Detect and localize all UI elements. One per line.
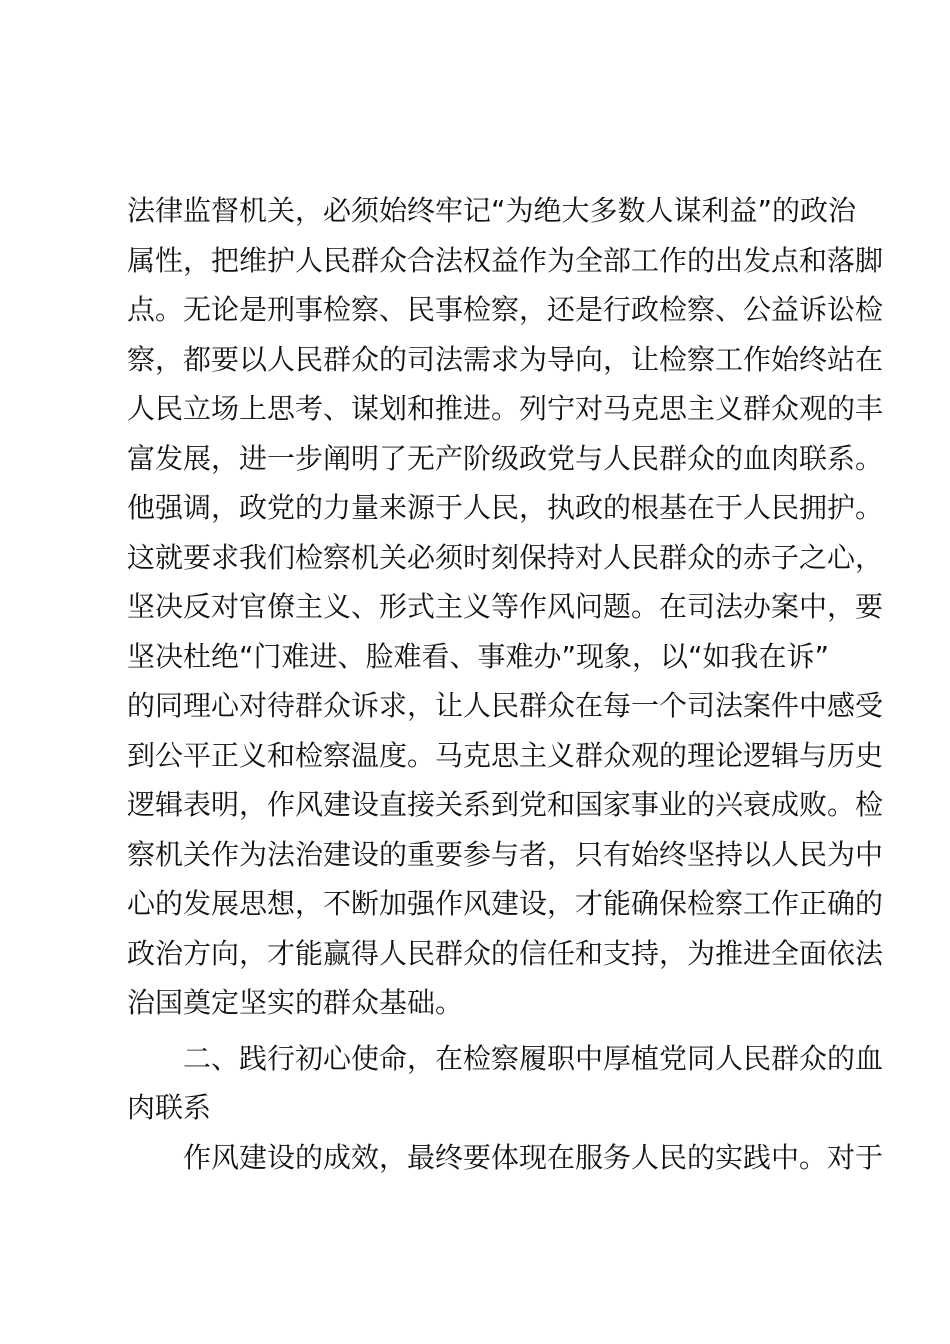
body-paragraph-1: [127, 186, 884, 1028]
text-line: 作风建设的成效，最终要体现在服务人民的实践中。对于: [183, 1140, 884, 1174]
text-line: 点。无论是刑事检察、民事检察，还是行政检察、公益诉讼检: [127, 293, 884, 326]
text-line: 察机关作为法治建设的重要参与者，只有始终坚持以人民为中: [127, 837, 884, 871]
text-line: 治国奠定坚实的群众基础。: [127, 986, 464, 1019]
text-line: 属性，把维护人民群众合法权益作为全部工作的出发点和落脚: [127, 243, 884, 277]
text-line: 这就要求我们检察机关必须时刻保持对人民群众的赤子之心，: [127, 540, 884, 574]
body-paragraph-2: [127, 1133, 884, 1183]
text-line: 人民立场上思考、谋划和推进。列宁对马克思主义群众观的丰: [127, 392, 884, 425]
text-line: 到公平正义和检察温度。马克思主义群众观的理论逻辑与历史: [127, 738, 884, 772]
text-line: 察，都要以人民群众的司法需求为导向，让检察工作始终站在: [127, 342, 884, 376]
text-line: 逻辑表明，作风建设直接关系到党和国家事业的兴衰成败。检: [127, 788, 884, 821]
text-line: 政治方向，才能赢得人民群众的信任和支持，为推进全面依法: [127, 936, 884, 970]
text-line: 法律监督机关，必须始终牢记“为绝大多数人谋利益”的政治: [127, 194, 857, 227]
text-line: 的同理心对待群众诉求，让人民群众在每一个司法案件中感受: [127, 689, 884, 722]
text-line: 富发展，进一步阐明了无产阶级政党与人民群众的血肉联系。: [127, 441, 884, 475]
text-line: 他强调，政党的力量来源于人民，执政的根基在于人民拥护。: [127, 491, 884, 524]
text-line: 坚决反对官僚主义、形式主义等作风问题。在司法办案中，要: [127, 590, 884, 623]
document-body: [127, 186, 884, 1182]
section-heading: [127, 1034, 884, 1133]
heading-line: 肉联系: [127, 1091, 212, 1124]
text-line: 坚决杜绝“门难进、脸难看、事难办”现象，以“如我在诉”: [127, 639, 830, 673]
text-line: 心的发展思想，不断加强作风建设，才能确保检察工作正确的: [127, 887, 884, 920]
heading-line: 二、践行初心使命，在检察履职中厚植党同人民群众的血: [183, 1041, 884, 1075]
